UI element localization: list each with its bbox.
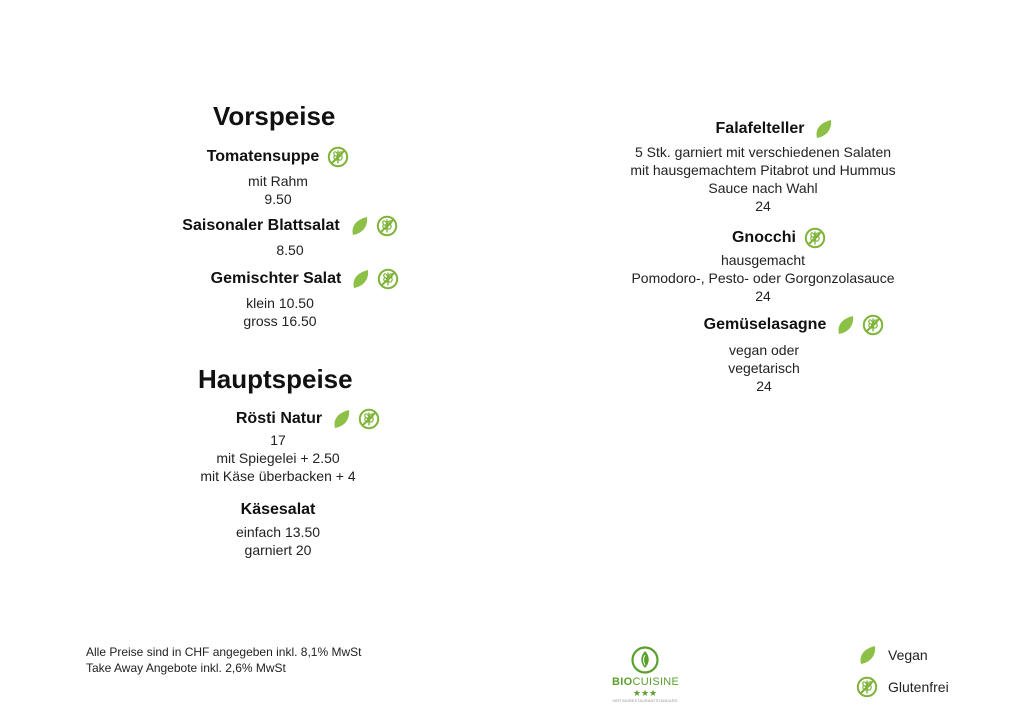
logo-stars: ★★★ <box>632 688 658 698</box>
section-title-starters: Vorspeise <box>213 101 336 131</box>
gluten-free-icon <box>856 676 878 698</box>
leaf-icon <box>834 314 856 336</box>
dish-name: Käsesalat <box>240 501 316 518</box>
leaf-icon <box>349 268 371 290</box>
section-title-mains: Hauptspeise <box>198 364 353 394</box>
leaf-icon <box>812 118 834 140</box>
dish-detail: Pomodoro-, Pesto- oder Gorgonzolasauce <box>631 270 895 286</box>
dish-roesti <box>178 408 438 430</box>
dish-name: Falafelteller <box>715 120 805 137</box>
dish-falafel-title <box>700 118 850 140</box>
dish-price: 24 <box>756 378 772 394</box>
gluten-free-icon <box>358 408 380 430</box>
dish-kaesesalat <box>178 501 378 559</box>
dish-price: 9.50 <box>264 191 292 207</box>
dish-roesti-details <box>158 431 398 485</box>
gluten-free-icon <box>804 227 826 249</box>
gluten-free-icon <box>327 146 349 168</box>
dish-price: gross 16.50 <box>243 313 317 329</box>
dish-name: Gnocchi <box>731 229 796 246</box>
dish-name: Tomatensuppe <box>206 148 320 165</box>
leaf-icon <box>348 215 370 237</box>
dish-detail: 5 Stk. garniert mit verschiedenen Salaten <box>634 144 892 160</box>
leaf-icon <box>330 408 352 430</box>
dish-tomatensuppe <box>160 146 396 208</box>
dish-detail: mit Spiegelei + 2.50 <box>216 450 340 466</box>
dish-price: klein 10.50 <box>246 295 314 311</box>
gluten-free-icon <box>377 268 399 290</box>
dish-price: 24 <box>755 198 771 214</box>
logo-emblem-icon <box>631 646 659 674</box>
dish-detail: mit hausgemachtem Pitabrot und Hummus <box>630 162 896 178</box>
dish-gemischter-salat <box>170 268 440 290</box>
leaf-icon <box>856 644 878 666</box>
price-note <box>86 644 361 676</box>
dish-lasagne-title <box>684 314 904 336</box>
dish-detail: mit Käse überbacken + 4 <box>200 468 356 484</box>
dish-price: einfach 13.50 <box>235 524 321 540</box>
dish-price: 17 <box>270 432 286 448</box>
dish-name: Saisonaler Blattsalat <box>182 217 340 234</box>
dish-lasagne-details <box>664 341 864 395</box>
dish-detail: hausgemacht <box>720 252 806 268</box>
logo-wordmark: BIOCUISINE <box>612 676 680 688</box>
dish-price: 24 <box>755 288 771 304</box>
dish-name: Gemüselasagne <box>703 316 827 333</box>
dish-falafel-details <box>600 143 926 215</box>
vat-note: Alle Preise sind in CHF angegeben inkl. 8,1% MwSt <box>86 645 362 659</box>
dish-name: Gemischter Salat <box>210 270 342 287</box>
dish-detail: vegan oder <box>728 342 800 358</box>
dish-price: garniert 20 <box>244 542 312 558</box>
logo-subtext: DER BIORESTAURANTSTANDARD <box>612 698 678 703</box>
legend-glutenfree-label: Glutenfrei <box>888 679 949 695</box>
gluten-free-icon <box>862 314 884 336</box>
dish-name: Rösti Natur <box>235 410 323 427</box>
legend-vegan-label: Vegan <box>888 647 928 663</box>
dish-gnocchi-title <box>714 227 844 249</box>
dish-price: 8.50 <box>276 242 304 258</box>
gluten-free-icon <box>376 215 398 237</box>
legend-glutenfree <box>856 676 949 698</box>
dish-detail: vegetarisch <box>728 360 800 376</box>
dish-gnocchi-details <box>600 251 926 305</box>
dish-blattsalat <box>150 215 430 259</box>
dish-gemischter-salat-prices <box>180 294 380 330</box>
takeaway-note: Take Away Angebote inkl. 2,6% MwSt <box>86 661 286 675</box>
legend <box>856 644 949 698</box>
bio-cuisine-logo <box>612 646 678 703</box>
dish-detail: mit Rahm <box>248 173 308 189</box>
legend-vegan <box>856 644 949 666</box>
dish-detail: Sauce nach Wahl <box>708 180 818 196</box>
